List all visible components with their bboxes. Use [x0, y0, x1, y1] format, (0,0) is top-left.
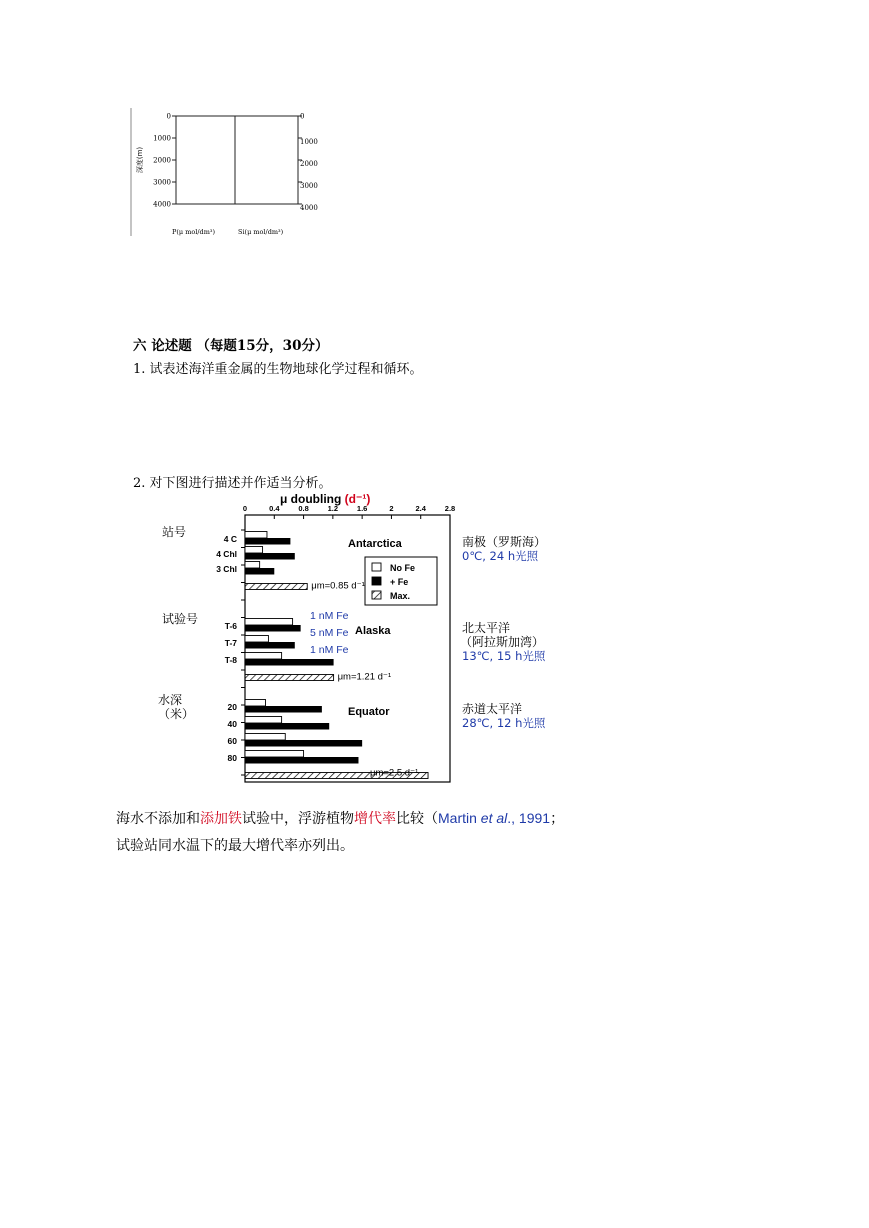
bar-max: [245, 584, 307, 590]
bar-plus-fe: [245, 723, 329, 730]
bar-plus-fe: [245, 642, 295, 649]
caption-part1: 海水不添加和: [116, 811, 200, 827]
depth-tick-label-right: 2000: [300, 160, 318, 168]
row-label: 4 C: [223, 534, 237, 544]
row-label: 20: [227, 702, 237, 712]
bar-plus-fe: [245, 659, 334, 666]
fe-note: 1 nM Fe: [310, 610, 349, 622]
bar-plus-fe: [245, 740, 362, 747]
fe-note: 5 nM Fe: [310, 627, 349, 639]
caption-part7: et al: [480, 810, 508, 826]
row-label: T-6: [224, 621, 237, 631]
bar-no-fe: [245, 532, 267, 539]
region-label: Equator: [348, 706, 390, 718]
bar-no-fe: [245, 636, 268, 643]
bar-plus-fe: [245, 757, 358, 764]
x-tick-label: 0: [242, 504, 248, 513]
iron-growth-chart: [150, 490, 610, 790]
section-title: 六 论述题 （每题15分，30分）: [133, 338, 329, 354]
fe-note: 1 nM Fe: [310, 644, 349, 656]
depth-tick-label-right: 3000: [300, 182, 318, 190]
bar-no-fe: [245, 547, 263, 554]
region-label: Antarctica: [348, 538, 402, 550]
figure-caption-line1: [116, 808, 564, 828]
x-tick-label: 0.4: [269, 504, 280, 513]
caption-part8: ., 1991: [507, 810, 551, 826]
chart-title: μ doubling (d⁻¹): [280, 492, 371, 506]
caption-part2: 添加铁: [200, 811, 242, 827]
region-label: Alaska: [355, 625, 391, 637]
question-2: 2. 对下图进行描述并作适当分析。: [133, 476, 332, 491]
x-tick-label: 1.6: [356, 504, 368, 513]
depth-tick-label-left: 0: [166, 112, 171, 121]
legend-swatch: [372, 591, 381, 599]
row-label: 4 Chl: [216, 549, 237, 559]
x-tick-label: 2.8: [444, 504, 456, 513]
depth-tick-label-right: 0: [300, 112, 305, 121]
profile-box: [176, 116, 298, 204]
right-region-conditions: 0℃, 24 h光照: [462, 549, 539, 563]
legend: [365, 557, 437, 605]
depth-profile-figure: [130, 108, 330, 238]
right-region-conditions: 28℃, 12 h光照: [462, 716, 546, 730]
bar-plus-fe: [245, 553, 295, 560]
bar-no-fe: [245, 562, 260, 569]
si-axis-label: Si(μ mol/dm³): [238, 228, 284, 236]
bar-no-fe: [245, 717, 282, 724]
question-1: 1. 试表述海洋重金属的生物地球化学过程和循环。: [133, 362, 423, 377]
depth-axis-label: 深度(m): [136, 146, 144, 174]
x-tick-label: 2: [389, 504, 394, 513]
row-label: 40: [227, 719, 237, 729]
bar-plus-fe: [245, 625, 301, 632]
caption-part9: ；: [550, 811, 565, 827]
legend-label: No Fe: [390, 563, 416, 573]
bar-no-fe: [245, 653, 282, 660]
p-axis-label: P(μ mol/dm³): [172, 228, 216, 236]
right-region-title2: （阿拉斯加湾）: [460, 635, 545, 649]
bar-plus-fe: [245, 706, 322, 713]
bar-no-fe: [245, 700, 266, 707]
right-region-title: 赤道太平洋: [462, 702, 523, 716]
legend-label: + Fe: [390, 577, 409, 587]
bar-no-fe: [245, 619, 293, 626]
group-header: 站号: [162, 525, 187, 539]
group-header: （米）: [158, 707, 195, 721]
depth-tick-label-right: 1000: [300, 138, 318, 146]
right-region-title: 北太平洋: [462, 621, 511, 635]
right-region-title: 南极（罗斯海）: [462, 535, 547, 549]
caption-part6: Martin: [438, 810, 481, 826]
depth-tick-label-left: 2000: [153, 156, 171, 165]
figure-caption-line2: 试验站同水温下的最大增代率亦列出。: [116, 838, 354, 854]
row-label: T-8: [224, 655, 237, 665]
legend-swatch: [372, 563, 381, 571]
bar-no-fe: [245, 751, 304, 758]
legend-swatch: [372, 577, 381, 585]
group-header: 试验号: [162, 612, 199, 626]
x-tick-label: 2.4: [415, 504, 426, 513]
x-tick-label: 0.8: [298, 504, 309, 513]
caption-part5: 比较（: [396, 811, 438, 827]
mu-max-label: μm=0.85 d⁻¹: [311, 580, 365, 592]
mu-max-label: μm=2.5 d⁻¹: [370, 767, 419, 779]
row-label: 80: [227, 753, 237, 763]
legend-label: Max.: [390, 591, 411, 601]
caption-part4: 增代率: [354, 811, 396, 827]
depth-tick-label-left: 1000: [153, 134, 171, 143]
row-label: T-7: [224, 638, 237, 648]
bar-plus-fe: [245, 538, 290, 545]
caption-part3: 试验中，浮游植物: [242, 811, 354, 827]
bar-max: [245, 675, 334, 681]
depth-tick-label-right: 4000: [300, 204, 318, 212]
row-label: 3 Chl: [216, 564, 237, 574]
group-header: 水深: [158, 693, 183, 707]
row-label: 60: [227, 736, 237, 746]
depth-tick-label-left: 4000: [153, 200, 171, 209]
mu-max-label: μm=1.21 d⁻¹: [337, 671, 392, 683]
bar-plus-fe: [245, 568, 274, 575]
depth-tick-label-left: 3000: [153, 178, 171, 187]
x-tick-label: 1.2: [327, 504, 339, 513]
bar-no-fe: [245, 734, 285, 741]
right-region-conditions: 13℃, 15 h光照: [462, 649, 546, 663]
